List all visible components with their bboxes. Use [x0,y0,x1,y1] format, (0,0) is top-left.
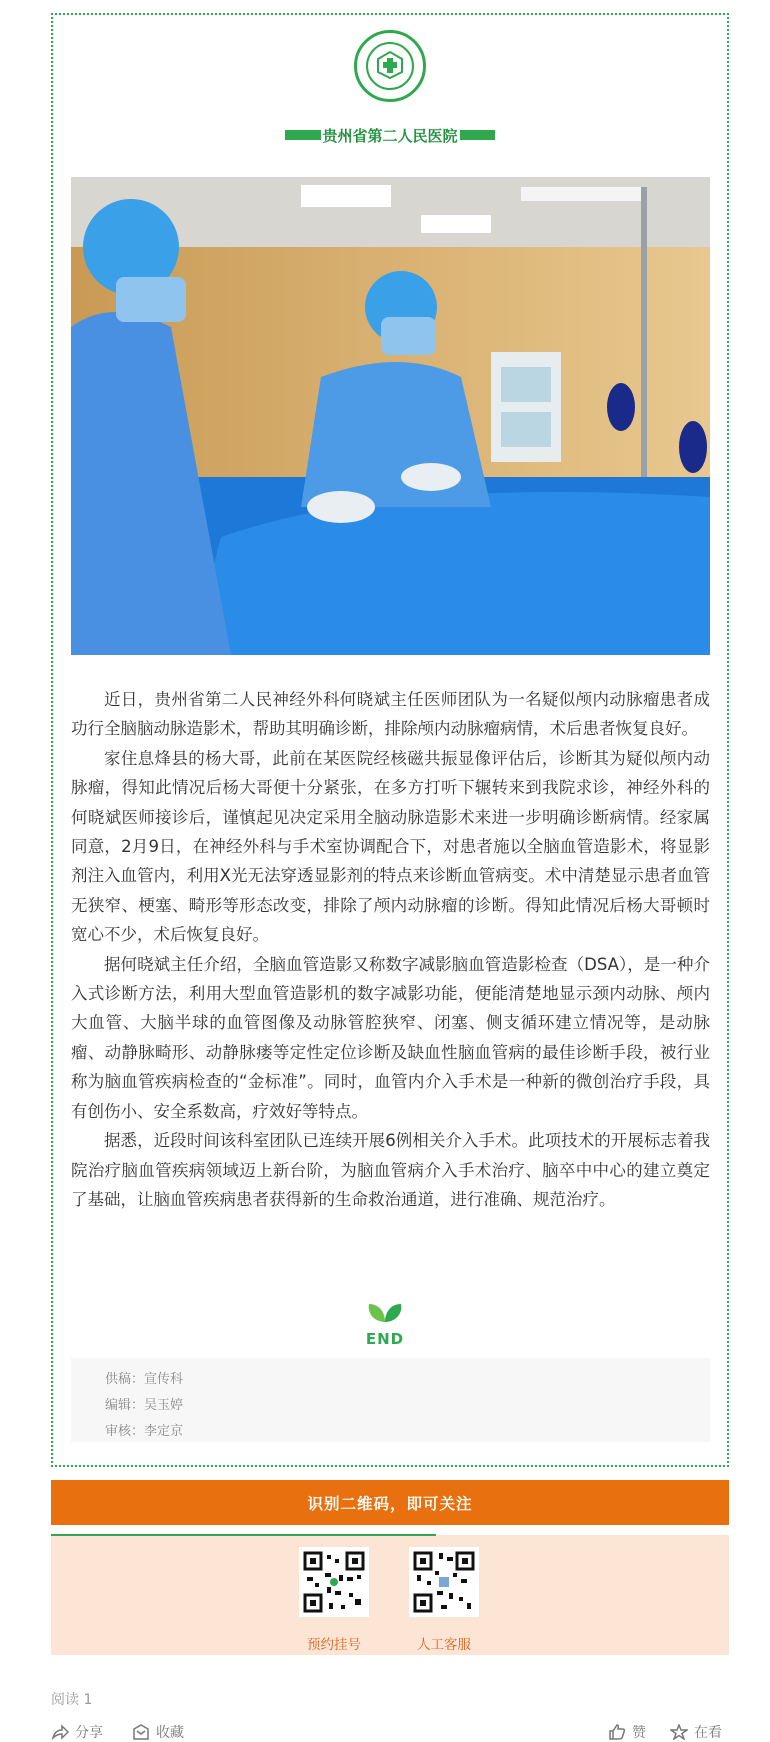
hospital-emblem-icon [354,30,426,102]
like-button[interactable] [608,1722,646,1742]
article-paragraph: 家住息烽县的杨大哥，此前在某医院经核磁共振显像评估后，诊断其为疑似颅内动脉瘤，得知此情况后杨大哥便十分紧张，在多方打听下辗转来到我院求诊，神经外科的何晓斌医师接诊后，谨慎起见决定采用全脑动脉造影术来进一步明确诊断病情。经家属同意，2月9日，在神经外科与手术室协调配合下，对患者施以全脑血管造影术，将显影剂注入血管内，利用X光无法穿透显影剂的特点来诊断血管病变。术中清楚显示患者血管无狭窄、梗塞、畸形等形态改变，排除了颅内动脉瘤的诊断。得知此情况后杨大哥顿时宽心不少，术后恢复良好。 [71,748,710,945]
watching-label: 在看 [694,1725,722,1741]
credits-box [71,1358,710,1442]
follow-banner: 识别二维码，即可关注 [51,1480,729,1525]
share-button[interactable] [51,1722,103,1742]
qr-appointment-caption: 预约挂号 [307,1637,361,1653]
qr-code-icon [299,1547,369,1617]
credit-editor: 编辑：吴玉婷 [105,1398,184,1413]
qr-customer-service[interactable] [408,1547,480,1653]
qr-customer-service-caption: 人工客服 [417,1637,471,1653]
article-paragraph: 近日，贵州省第二人民神经外科何晓斌主任医师团队为一名疑似颅内动脉瘤患者成功行全脑脑动脉造影术，帮助其明确诊断，排除颅内动脉瘤病情，术后患者恢复良好。 [71,690,710,739]
credit-reviewer: 审核：李定京 [105,1424,184,1439]
hospital-name: 贵州省第二人民医院 [322,126,458,145]
surgery-photo-illustration [71,177,710,655]
qr-section [51,1535,729,1655]
hospital-title [285,122,495,148]
article-paragraph: 据悉，近段时间该科室团队已连续开展6例相关介入手术。此项技术的开展标志着我院治疗脑血管疾病领域迈上新台阶，为脑血管病介入手术治疗、脑卒中中心的建立奠定了基础，让脑血管疾病患者获得新的生命救治通道，进行准确、规范治疗。 [71,1131,710,1209]
title-bar-right [460,130,496,140]
title-bar-left [285,130,321,140]
qr-code-icon [409,1547,479,1617]
end-label: END [365,1330,405,1348]
read-count: 阅读 1 [51,1692,93,1708]
article-body [71,685,710,1214]
hospital-cross-icon [376,50,404,80]
share-label: 分享 [75,1725,103,1741]
favorite-label: 收藏 [156,1725,184,1741]
end-marker [0,1300,770,1348]
credit-draft: 供稿：宣传科 [105,1372,184,1387]
leaf-icon [365,1300,405,1324]
favorite-button[interactable] [132,1722,184,1742]
article-paragraph: 据何晓斌主任介绍，全脑血管造影又称数字减影脑血管造影检查（DSA），是一种介入式诊断方法，利用大型血管造影机的数字减影功能，便能清楚地显示颈内动脉、颅内大血管、大脑半球的血管图像及动脉管腔狭窄、闭塞、侧支循环建立情况等，是动脉瘤、动静脉畸形、动静脉瘘等定性定位诊断及缺血性脑血管病的最佳诊断手段，被行业称为脑血管疾病检查的“金标准”。同时，血管内介入手术是一种新的微创治疗手段，具有创伤小、安全系数高，疗效好等特点。 [71,954,710,1121]
like-label: 赞 [632,1725,646,1741]
qr-appointment[interactable] [298,1547,370,1653]
qr-section-divider [51,1534,436,1536]
watching-button[interactable] [670,1722,722,1742]
surgery-photo[interactable] [71,177,710,655]
